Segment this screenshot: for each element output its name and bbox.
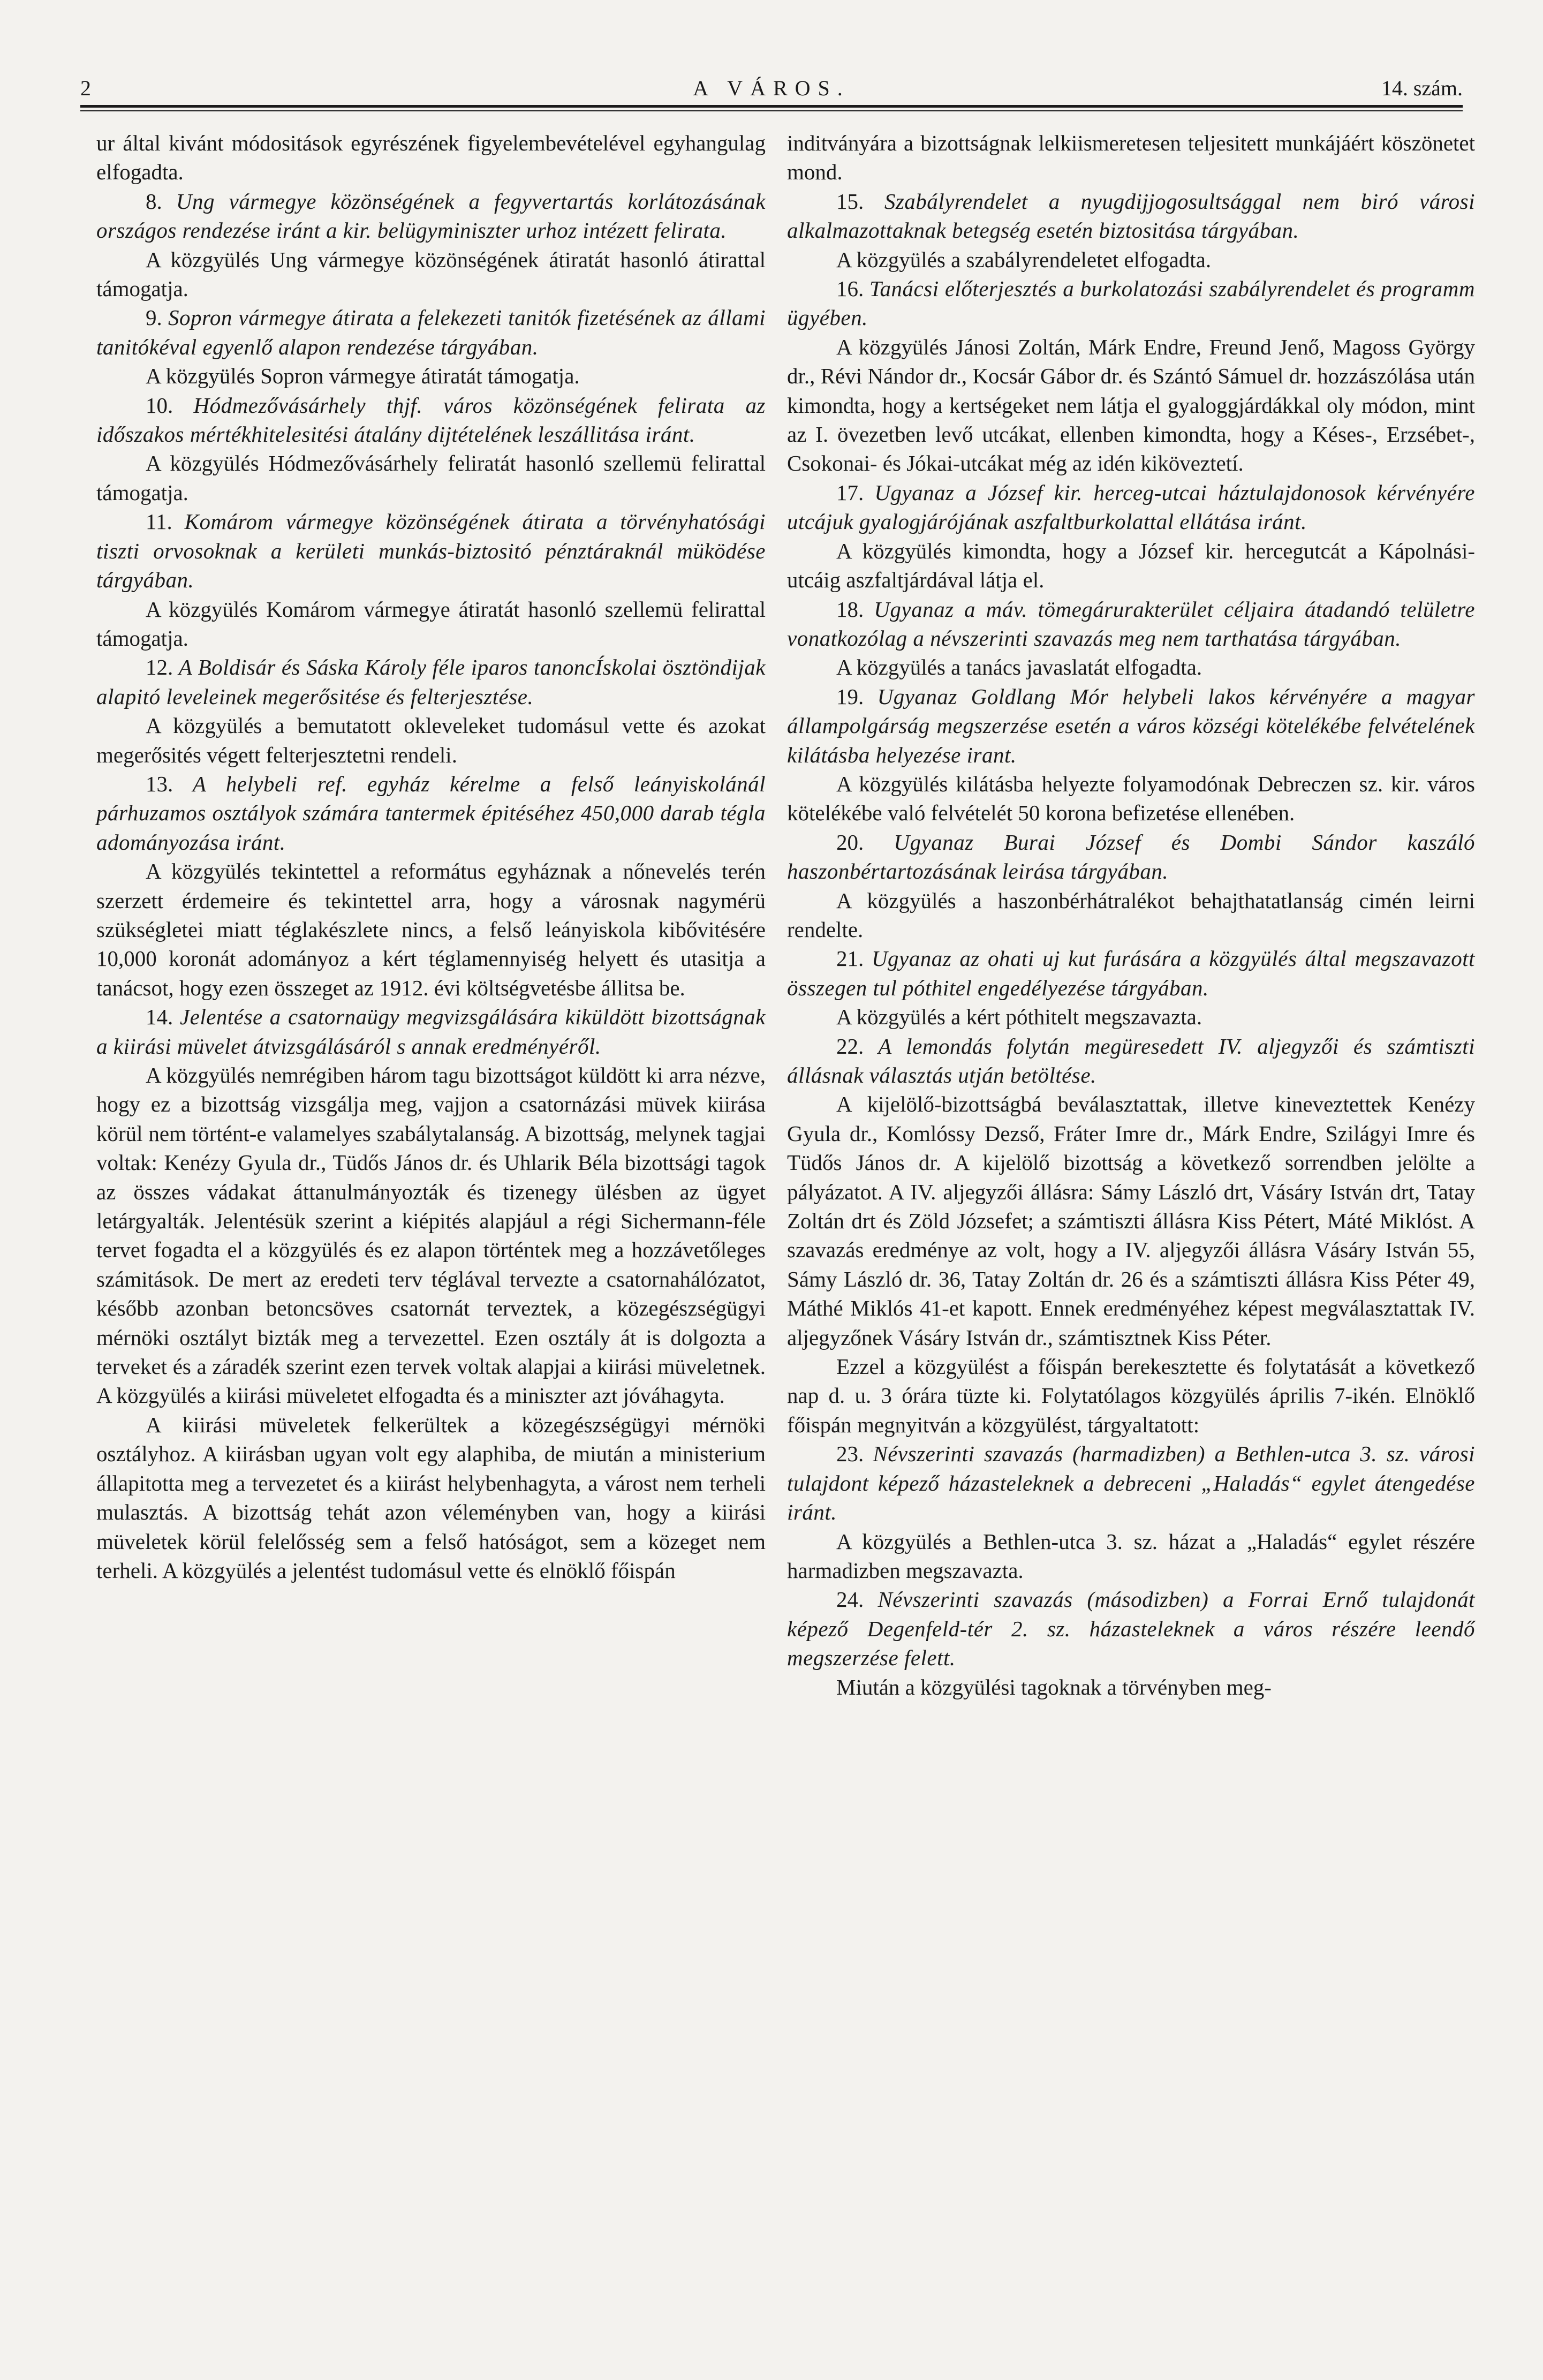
agenda-item-number: 23. xyxy=(836,1441,864,1467)
agenda-item-number: 16. xyxy=(836,276,864,301)
resolution-paragraph: A közgyülés tekintettel a református egyháznak a nőnevelés terén szerzett érdemeire és tekintettel arra, hogy a városnak nagymérü szükségletei miatt téglakészlete nincs, a felső leányiskola kibővitésére 10,000 koronát adományoz a kért téglamennyiség helyett és utasitja a tanácsot, hogy ezen összeget az 1912. évi költségvetésbe állitsa be. xyxy=(96,859,766,1000)
agenda-item-number: 24. xyxy=(836,1587,864,1612)
agenda-item-heading xyxy=(787,828,1475,886)
agenda-item-title: Ugyanaz a máv. tömegárurakterület céljaira átadandó telületre vonatkozólag a névszerinti szavazás meg nem tarthatása tárgyában. xyxy=(787,596,1476,651)
resolution-paragraph: A közgyülés a kért póthitelt megszavazta. xyxy=(836,1004,1202,1030)
agenda-item-heading xyxy=(787,1032,1475,1090)
agenda-item-number: 12. xyxy=(146,655,173,680)
agenda-item-title: Ung vármegye közönségének a fegyvertartás korlátozásának országos rendezése iránt a kir. belügyminiszter urhoz intézett felirata. xyxy=(96,188,766,243)
resolution-paragraph: A közgyülés Komárom vármegye átiratát hasonló szellemü felirattal támogatja. xyxy=(96,596,766,651)
agenda-item-heading xyxy=(787,1439,1475,1527)
agenda-item-number: 20. xyxy=(836,829,864,855)
agenda-item-number: 17. xyxy=(836,480,864,505)
agenda-item-heading xyxy=(787,187,1475,245)
header-rule-thick xyxy=(80,105,1463,108)
left-column xyxy=(96,129,766,1585)
agenda-item-number: 8. xyxy=(146,188,162,214)
agenda-item-heading xyxy=(96,1002,766,1061)
page-header xyxy=(80,75,1463,102)
resolution-paragraph: Miután a közgyülési tagoknak a törvényben meg- xyxy=(836,1674,1272,1699)
agenda-item-title: Ugyanaz Goldlang Mór helybeli lakos kérvényére a magyar állampolgárság megszerzése esetén a város községi kötelékébe felvételének kilátásba helyezése irant. xyxy=(787,684,1476,767)
resolution-paragraph: A közgyülés a szabályrendeletet elfogadta. xyxy=(836,247,1212,272)
agenda-item-heading xyxy=(96,391,766,449)
continued-paragraph: ur által kivánt módositások egyrészének figyelembevételével egyhangulag elfogadta. xyxy=(96,131,766,185)
resolution-paragraph: A közgyülés kilátásba helyezte folyamodónak Debreczen sz. kir. város kötelékébe való felvételét 50 korona befizetése ellenében. xyxy=(787,771,1475,826)
resolution-paragraph: A közgyülés nemrégiben három tagu bizottságot küldött ki arra nézve, hogy ez a bizottság vizsgálja meg, vajjon a csatornázási müvek kiirása körül nem történt-e valamelyes szabálytalanság. A bizottság, melynek tagjai voltak: Kenézy Gyula dr., Tüdős János dr. és Uhlarik Béla bizottsági tagok az összes vádakat áttanulmányozták és tizenegy ülésben az ügyet letárgyalták. Jelentésük szerint a kiépités alapjául a régi Sichermann-féle tervet fogadta el a közgyülés és ez alapon történtek meg a hozzávetőleges számitások. De mert az eredeti terv téglával tervezte a csatornahálózatot, később azonban betoncsöves csatornát terveztek, a közegészségügyi mérnöki osztályt bizták meg a tervezettel. Ezen osztály át is dolgozta a terveket és a záradék szerint ezen tervek voltak alapjai a kiirási müveletnek. A közgyülés a kiirási müveletet elfogadta és a miniszter azt jóváhagyta. xyxy=(96,1063,766,1408)
agenda-item-heading xyxy=(96,769,766,857)
agenda-item-number: 10. xyxy=(146,392,173,418)
resolution-paragraph: Ezzel a közgyülést a főispán berekesztette és folytatását a következő nap d. u. 3 órára tüzte ki. Folytatólagos közgyülés április 7-ikén. Elnöklő főispán megnyitván a közgyülést, tárgyaltatott: xyxy=(787,1354,1475,1437)
agenda-item-number: 13. xyxy=(146,771,173,796)
resolution-paragraph: A közgyülés a tanács javaslatát elfogadta. xyxy=(836,655,1202,680)
agenda-item-heading xyxy=(96,187,766,245)
agenda-item-number: 21. xyxy=(836,946,864,971)
agenda-item-number: 15. xyxy=(836,188,864,214)
resolution-paragraph: A közgyülés Hódmezővásárhely feliratát hasonló szellemü felirattal támogatja. xyxy=(96,451,766,505)
agenda-item-number: 18. xyxy=(836,596,864,622)
agenda-item-heading xyxy=(96,303,766,361)
agenda-item-heading xyxy=(787,595,1475,653)
agenda-item-heading xyxy=(787,478,1475,537)
agenda-item-title: Ugyanaz az ohati uj kut furására a közgyülés által megszavazott összegen tul póthitel engedélyezése tárgyában. xyxy=(787,946,1476,1000)
agenda-item-number: 9. xyxy=(146,305,162,330)
agenda-item-title: Névszerinti szavazás (harmadizben) a Bethlen-utca 3. sz. városi tulajdont képező házasteleknek a debreceni „Haladás“ egylet átengedése iránt. xyxy=(787,1441,1475,1525)
agenda-item-title: Ugyanaz a József kir. herceg-utcai háztulajdonosok kérvényére utcájuk gyalogjárójának aszfaltburkolattal ellátása iránt. xyxy=(787,480,1475,534)
agenda-item-title: Komárom vármegye közönségének átirata a törvényhatósági tiszti orvosoknak a kerületi munkás-biztositó pénztáraknál müködése tárgyában. xyxy=(96,509,766,593)
resolution-paragraph: A közgyülés kimondta, hogy a József kir. hercegutcát a Kápolnási-utcáig aszfaltjárdával látja el. xyxy=(787,538,1475,593)
agenda-item-number: 11. xyxy=(146,509,172,534)
agenda-item-title: Jelentése a csatornaügy megvizsgálására kiküldött bizottságnak a kiirási müvelet átvizsgálásáról s annak eredményéről. xyxy=(96,1004,766,1059)
agenda-item-title: Ugyanaz Burai József és Dombi Sándor kaszáló haszonbértartozásának leirása tárgyában. xyxy=(787,829,1475,884)
resolution-paragraph: A közgyülés Jánosi Zoltán, Márk Endre, Freund Jenő, Magoss György dr., Révi Nándor dr., Kocsár Gábor dr. és Szántó Sámuel dr. hozzászólása után kimondta, hogy a kertségeket nem látja el gyaloggjárdákkal oly módon, mint az I. övezetben levő utcákat, ellenben kimondta, hogy a Késes-, Erzsébet-, Csokonai- és Jókai-utcákat még az idén kiköveztetí. xyxy=(787,334,1475,476)
resolution-paragraph: A kijelölő-bizottságbá beválasztattak, illetve kineveztettek Kenézy Gyula dr., Komlóssy Dezső, Fráter Imre dr., Márk Endre, Szilágyi Imre és Tüdős János dr. A kijelölő bizottság a következő sorrendben jelölte a pályázatot. A IV. aljegyzői állásra: Sámy László drt, Vásáry István drt, Tatay Zoltán drt és Zöld Józsefet; a számtiszti állásra Kiss Pétert, Máté Miklóst. A szavazás eredménye az volt, hogy a IV. aljegyzői állásra Vásáry István 55, Sámy László dr. 36, Tatay Zoltán dr. 26 és a számtiszti állásra Kiss Péter 49, Máthé Miklós 41-et kapott. Ennek eredményéhez képest megválasztattak IV. aljegyzőnek Vásáry István dr., számtisztnek Kiss Péter. xyxy=(787,1092,1475,1350)
agenda-item-number: 22. xyxy=(836,1033,864,1059)
header-rule-thin xyxy=(80,110,1463,111)
agenda-item-heading xyxy=(96,653,766,711)
resolution-paragraph: A közgyülés a bemutatott okleveleket tudomásul vette és azokat megerősités végett felterjesztetni rendeli. xyxy=(96,713,766,767)
agenda-item-title: Hódmezővásárhely thjf. város közönségének felirata az időszakos mértékhitelesitési átalány dijtételének leszállitása iránt. xyxy=(96,392,766,447)
agenda-item-heading xyxy=(96,507,766,594)
agenda-item-heading xyxy=(787,274,1475,333)
issue-number: 14. szám. xyxy=(1381,76,1463,100)
agenda-item-title: Tanácsi előterjesztés a burkolatozási szabályrendelet és programm ügyében. xyxy=(787,276,1476,330)
right-column xyxy=(787,129,1475,1702)
resolution-paragraph: A közgyülés Sopron vármegye átiratát támogatja. xyxy=(146,364,580,389)
agenda-item-title: Szabályrendelet a nyugdijjogosultsággal nem biró városi alkalmazottaknak betegség esetén biztositása tárgyában. xyxy=(787,188,1476,243)
page-number: 2 xyxy=(80,76,91,100)
agenda-item-heading xyxy=(787,682,1475,769)
resolution-paragraph: A közgyülés a haszonbérhátralékot behajthatatlanság cimén leirni rendelte. xyxy=(787,888,1475,942)
agenda-item-title: A lemondás folytán megüresedett IV. aljegyzői és számtiszti állásnak választás utján betöltése. xyxy=(787,1033,1475,1087)
masthead-title: A VÁROS. xyxy=(693,76,850,100)
agenda-item-title: Névszerinti szavazás (másodizben) a Forrai Ernő tulajdonát képező Degenfeld-tér 2. sz. házasteleknek a város részére leendő megszerzése felett. xyxy=(787,1587,1475,1671)
resolution-paragraph: A közgyülés a Bethlen-utca 3. sz. házat a „Haladás“ egylet részére harmadizben megszavazta. xyxy=(787,1529,1475,1583)
agenda-item-number: 19. xyxy=(836,684,864,709)
agenda-item-number: 14. xyxy=(146,1004,173,1030)
agenda-item-title: Sopron vármegye átirata a felekezeti tanitók fizetésének az állami tanitókéval egyenlő alapon rendezése tárgyában. xyxy=(96,305,766,359)
resolution-paragraph: A közgyülés Ung vármegye közönségének átiratát hasonló átirattal támogatja. xyxy=(96,247,766,301)
agenda-item-title: A helybeli ref. egyház kérelme a felső leányiskolánál párhuzamos osztályok számára tantermek épitéséhez 450,000 darab tégla adományozása iránt. xyxy=(96,771,766,855)
agenda-item-heading xyxy=(787,1585,1475,1672)
continued-paragraph: inditványára a bizottságnak lelkiismeretesen teljesitett munkájáért köszönetet mond. xyxy=(787,131,1475,185)
resolution-paragraph: A kiirási müveletek felkerültek a közegészségügyi mérnöki osztályhoz. A kiirásban ugyan volt egy alaphiba, de miután a ministerium állapitotta meg a tervezetet és a kiirást helybenhagyta, a várost nem terheli mulasztás. A bizottság tehát azon véleményben van, hogy a kiirási müveletek körül felelősség sem a felső hatóságot, sem a közeget nem terheli. A közgyülés a jelentést tudomásul vette és elnöklő főispán xyxy=(96,1412,766,1583)
agenda-item-title: A Boldisár és Sáska Károly féle iparos tanoncÍskolai ösztöndijak alapitó leveleinek megerősitése és felterjesztése. xyxy=(96,655,766,709)
agenda-item-heading xyxy=(787,944,1475,1002)
